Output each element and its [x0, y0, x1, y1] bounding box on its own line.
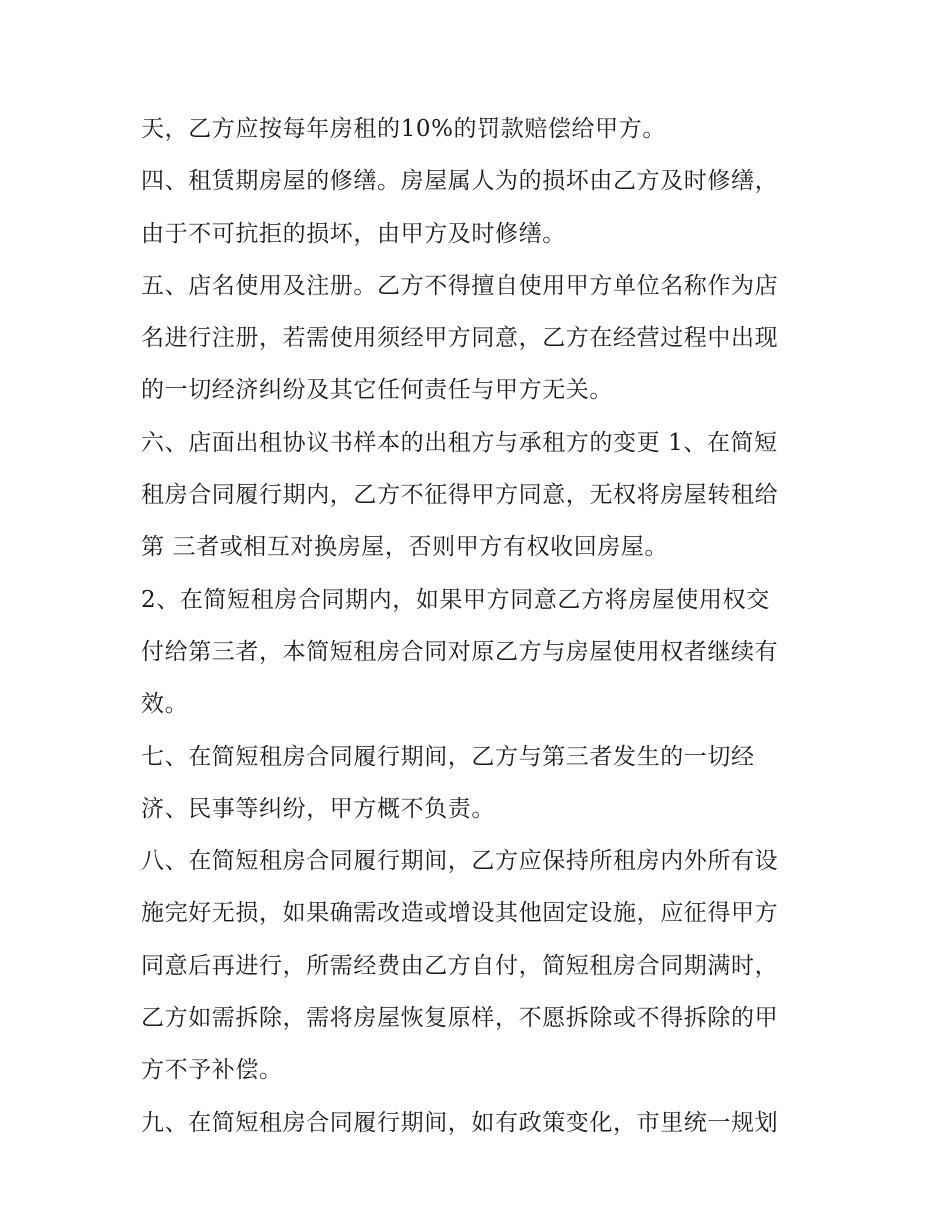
- text-line: 名进行注册，若需使用须经甲方同意，乙方在经营过程中出现: [141, 325, 779, 352]
- text-line: 九、在简短租房合同履行期间，如有政策变化，市里统一规划: [141, 1109, 779, 1136]
- text-line: 六、店面出租协议书样本的出租方与承租方的变更 1、在简短: [141, 429, 778, 456]
- text-line: 天，乙方应按每年房租的10%的罚款赔偿给甲方。: [141, 116, 666, 142]
- text-line: 2、在简短租房合同期内，如果甲方同意乙方将房屋使用权交: [141, 586, 770, 613]
- text-line: 四、租赁期房屋的修缮。房屋属人为的损坏由乙方及时修缮，: [141, 168, 779, 195]
- text-line: 济、民事等纠纷，甲方概不负责。: [141, 795, 495, 822]
- text-line: 五、店名使用及注册。乙方不得擅自使用甲方单位名称作为店: [141, 272, 779, 299]
- text-line: 八、在简短租房合同履行期间，乙方应保持所租房内外所有设: [141, 848, 779, 875]
- text-line: 七、在简短租房合同履行期间，乙方与第三者发生的一切经: [141, 743, 755, 770]
- text-line: 租房合同履行期内，乙方不征得甲方同意，无权将房屋转租给: [141, 482, 779, 509]
- text-line: 施完好无损，如果确需改造或增设其他固定设施，应征得甲方: [141, 900, 779, 927]
- contract-body-text: [141, 108, 821, 1154]
- text-line: 付给第三者，本简短租房合同对原乙方与房屋使用权者继续有: [141, 638, 779, 665]
- text-line: 第 三者或相互对换房屋，否则甲方有权收回房屋。: [141, 534, 669, 561]
- text-line: 效。: [141, 691, 189, 718]
- text-line: 方不予补偿。: [141, 1057, 283, 1084]
- text-line: 由于不可抗拒的损坏，由甲方及时修缮。: [141, 220, 566, 247]
- text-line: 乙方如需拆除，需将房屋恢复原样，不愿拆除或不得拆除的甲: [141, 1005, 779, 1032]
- text-line: 同意后再进行，所需经费由乙方自付，简短租房合同期满时，: [141, 952, 779, 979]
- text-line: 的一切经济纠纷及其它任何责任与甲方无关。: [141, 377, 613, 404]
